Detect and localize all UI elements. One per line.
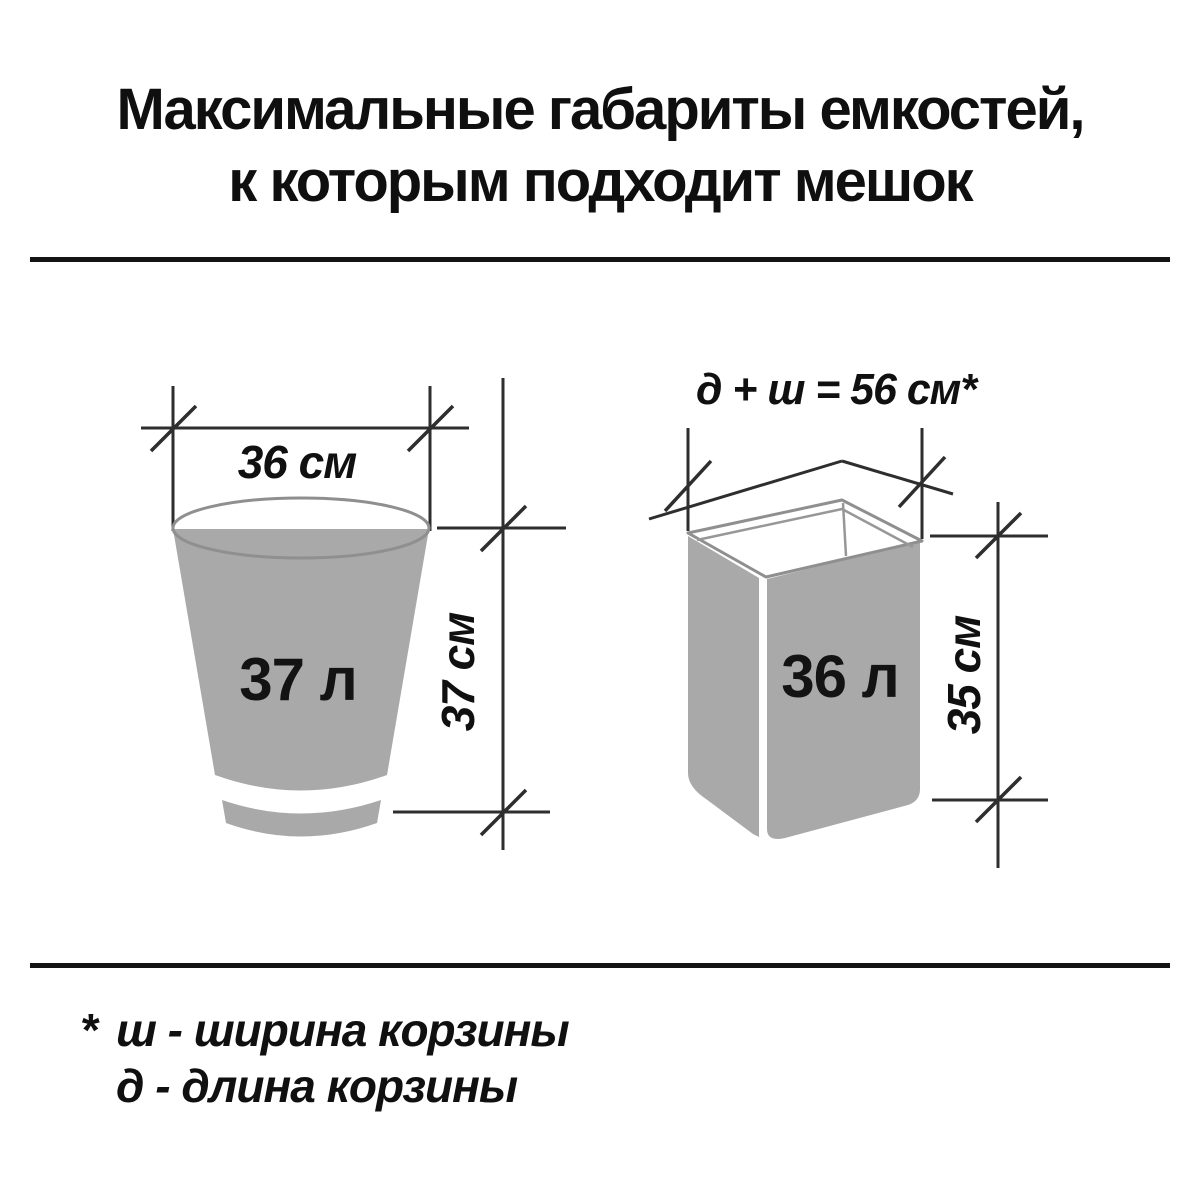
width-dimension-label: 36 см bbox=[237, 436, 357, 488]
rect-basket-left-face bbox=[688, 536, 759, 837]
round-basket-figure bbox=[141, 378, 566, 850]
left-height-dimension bbox=[393, 378, 566, 850]
footnote bbox=[80, 1002, 569, 1114]
title-line-2: к которым подходит мешок bbox=[228, 149, 972, 214]
title-line-1: Максимальные габариты емкостей, bbox=[116, 77, 1084, 142]
right-height-dimension bbox=[930, 502, 1048, 868]
dimension-line-left-segment bbox=[649, 461, 842, 519]
rect-basket-figure bbox=[649, 365, 1048, 868]
footnote-row-width bbox=[80, 1002, 569, 1058]
divider-bottom bbox=[30, 963, 1170, 968]
width-dimension bbox=[141, 386, 469, 531]
left-height-dimension-label: 37 см bbox=[432, 612, 484, 732]
footnote-width-definition: ш - ширина корзины bbox=[116, 1004, 569, 1056]
footnote-row-length bbox=[80, 1058, 569, 1114]
perimeter-formula-label: д + ш = 56 см* bbox=[696, 365, 979, 414]
left-volume-label: 37 л bbox=[239, 646, 357, 713]
footnote-length-definition: д - длина корзины bbox=[116, 1060, 518, 1112]
right-height-dimension-label: 35 см bbox=[938, 615, 990, 735]
rect-basket-inner-rim bbox=[697, 509, 913, 547]
top-dimension bbox=[649, 428, 953, 539]
footnote-asterisk: * bbox=[80, 1004, 97, 1056]
right-volume-label: 36 л bbox=[781, 643, 899, 710]
footnote-marker-spacer bbox=[80, 1058, 116, 1114]
round-basket-base bbox=[222, 800, 381, 837]
